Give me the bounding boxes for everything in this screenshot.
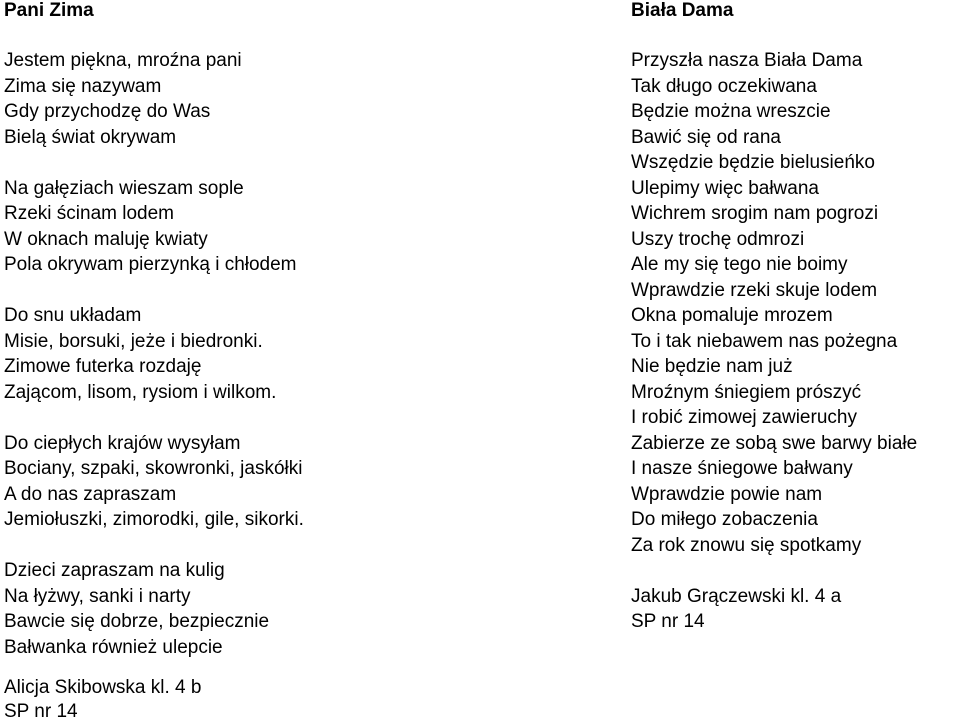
author-name: Jakub Grączewski kl. 4 a (631, 585, 842, 607)
poem-line: Do snu układam (4, 305, 142, 326)
poem-line: Uszy trochę odmrozi (631, 228, 805, 250)
poem-line: W oknach maluję kwiaty (4, 228, 208, 250)
poem-line: Będzie można wreszcie (631, 101, 831, 122)
poem-biala-dama (631, 0, 960, 635)
poem-line: I robić zimowej zawieruchy (631, 407, 857, 428)
poem-line: Do miłego zobaczenia (631, 509, 818, 530)
poem-pani-zima (4, 0, 604, 660)
poem-line: Zimowe futerka rozdaję (4, 356, 202, 377)
poem-line: Bociany, szpaki, skowronki, jaskółki (4, 458, 303, 479)
stanza-break (4, 278, 604, 304)
poem-line: Na łyżwy, sanki i narty (4, 585, 191, 607)
poem-line: Przyszła nasza Biała Dama (631, 50, 863, 71)
poem-line: Do ciepłych krajów wysyłam (4, 432, 241, 454)
poem-line: Dzieci zapraszam na kulig (4, 560, 225, 581)
poem-line: Jemiołuszki, zimorodki, gile, sikorki. (4, 509, 304, 530)
poem-line: Mroźnym śniegiem prószyć (631, 381, 862, 403)
poem-line: Bawić się od rana (631, 126, 781, 148)
stanza-break (4, 405, 604, 431)
poem-body (4, 48, 604, 660)
poem-line: Jestem piękna, mroźna pani (4, 50, 242, 71)
poem-line: Bałwanka również ulepcie (4, 636, 223, 658)
poem-line: Zima się nazywam (4, 75, 162, 97)
poem-line: Nie będzie nam już (631, 356, 793, 377)
stanza-break (631, 558, 960, 584)
poem-line: Wichrem srogim nam pogrozi (631, 203, 879, 224)
poem-line: To i tak niebawem nas pożegna (631, 330, 898, 352)
poem-line: Ulepimy więc bałwana (631, 177, 819, 199)
poem-line: I nasze śniegowe bałwany (631, 458, 853, 479)
poem-line: Okna pomaluje mrozem (631, 305, 833, 326)
poem-line: Pola okrywam pierzynką i chłodem (4, 254, 297, 275)
poem-body (631, 48, 960, 635)
author-school: SP nr 14 (631, 611, 705, 632)
poem-line: Rzeki ścinam lodem (4, 203, 174, 224)
poem-line: Za rok znowu się spotkamy (631, 534, 862, 556)
stanza-break (4, 533, 604, 559)
poem-line: Wszędzie będzie bielusieńko (631, 152, 875, 173)
poem-line: Gdy przychodzę do Was (4, 101, 211, 122)
poem-line: Tak długo oczekiwana (631, 75, 817, 97)
poem-line: Wprawdzie powie nam (631, 483, 823, 505)
poem-line: Wprawdzie rzeki skuje lodem (631, 279, 878, 301)
poem-title: Biała Dama (631, 0, 734, 21)
poem-line: A do nas zapraszam (4, 483, 177, 505)
author-signature-left (4, 676, 201, 724)
poem-line: Na gałęziach wieszam sople (4, 177, 244, 199)
poem-line: Zabierze ze sobą swe barwy białe (631, 432, 918, 454)
stanza-break (4, 150, 604, 176)
poem-line: Bawcie się dobrze, bezpiecznie (4, 611, 270, 632)
poem-line: Misie, borsuki, jeże i biedronki. (4, 330, 263, 352)
poem-line: Zającom, lisom, rysiom i wilkom. (4, 381, 277, 403)
author-school: SP nr 14 (4, 701, 78, 722)
poem-title: Pani Zima (4, 0, 94, 21)
author-name: Alicja Skibowska kl. 4 b (4, 677, 202, 698)
poem-line: Bielą świat okrywam (4, 126, 177, 148)
poem-line: Ale my się tego nie boimy (631, 254, 848, 275)
